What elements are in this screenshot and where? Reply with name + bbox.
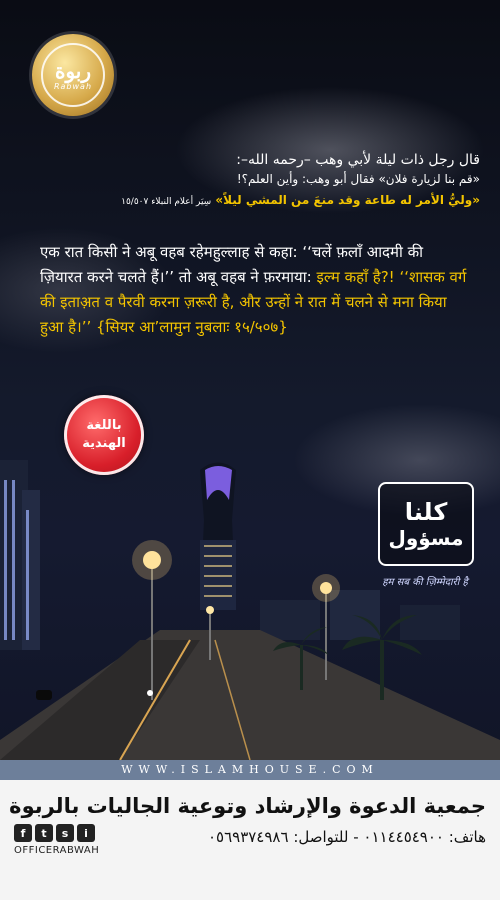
organization-name: جمعية الدعوة والإرشاد وتوعية الجاليات بالربوة [9, 794, 486, 818]
badge-line-1: باللغة [86, 418, 122, 433]
badge-line-2: الهندية [82, 436, 126, 451]
hindi-translation [40, 240, 470, 340]
arabic-quote-line-3 [121, 193, 480, 207]
arabic-quote-line-1: قال رجل ذات ليلة لأبي وهب –رحمه الله–: [236, 152, 480, 168]
website-url[interactable]: WWW.ISLAMHOUSE.COM [0, 760, 500, 780]
arabic-quote-line-2: «قم بنا لزيارة فلان» فقال أبو وهب: وأين العلم؟! [236, 172, 480, 186]
instagram-icon[interactable]: i [77, 824, 95, 842]
campaign-logo [378, 482, 474, 566]
hindi-text-part-1: एक रात किसी ने अबू वहब रहेमहुल्लाह से कहा: ‘‘चलें फ़लाँ आदमी की ज़ियारत करने चलते हैं।’’ तो अबू वहब ने फ़रमाया: [40, 243, 424, 286]
arabic-quote-highlight: «وليُّ الأمر له طاعة وقد منعَ من المشي ليلاً» [215, 193, 480, 207]
logo-mark: ربوة [54, 58, 92, 83]
campaign-line-2: مسؤول [388, 526, 464, 550]
rabwah-logo [32, 34, 114, 116]
footer [0, 780, 500, 900]
social-icons [14, 824, 95, 842]
logo-ring [41, 43, 105, 107]
campaign-caption: हम सब की ज़िम्मेदारी है [382, 577, 468, 588]
hindi-text-highlight: इल्म कहाँ है?! ‘‘शासक वर्ग की इताअ़त व पैरवी करना ज़रूरी है, और उन्हों ने रात में चलने से मना किया हुआ है।’’ [40, 268, 467, 336]
social-handle: OFFICERABWAH [14, 845, 100, 856]
snapchat-icon[interactable]: s [56, 824, 74, 842]
arabic-quote-source: سِيَر أعلام النبلاء ١٥/٥٠٧ [121, 197, 212, 207]
contact-phone: هاتف: ٠١١٤٤٥٤٩٠٠ - للتواصل: ٠٥٦٩٣٧٤٩٨٦ [207, 828, 486, 846]
campaign-line-1: كلنا [404, 498, 448, 526]
facebook-icon[interactable]: f [14, 824, 32, 842]
hindi-text-source: {सियर आ’लामुन नुबलाः १५/५०७} [91, 318, 288, 336]
language-badge [64, 395, 144, 475]
logo-text: Rabwah [53, 81, 93, 91]
twitter-icon[interactable]: t [35, 824, 53, 842]
